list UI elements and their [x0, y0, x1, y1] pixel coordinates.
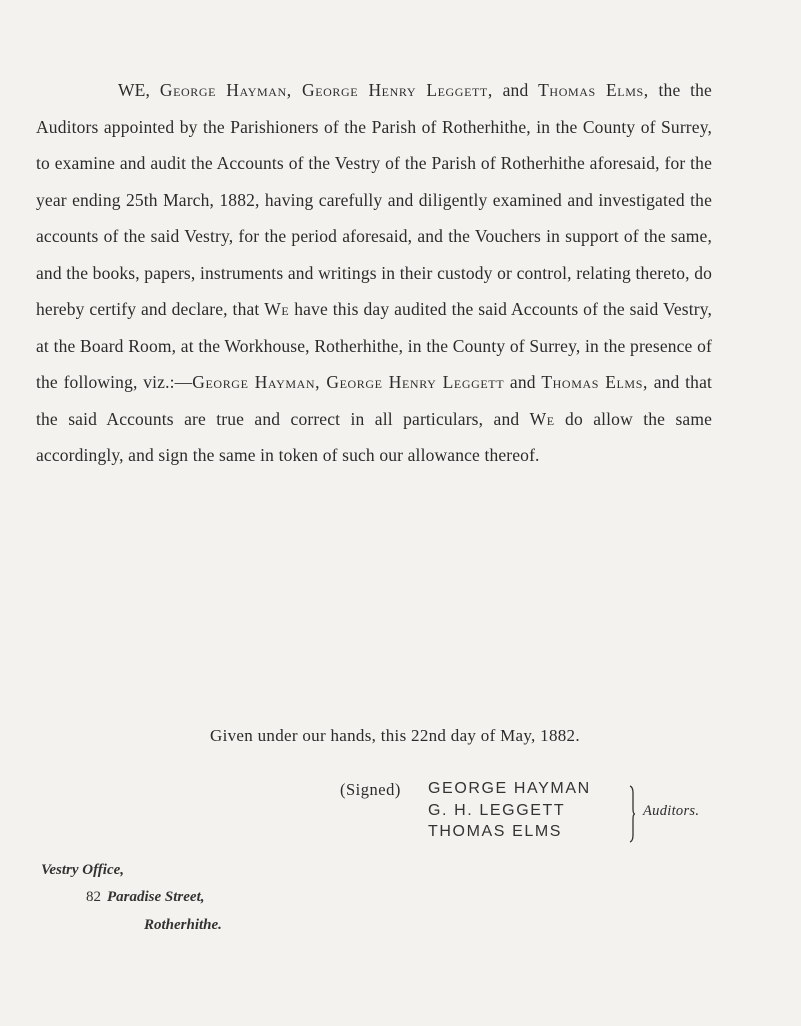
signature-name: THOMAS ELMS	[428, 823, 563, 840]
auditor-names: Thomas Elms,	[541, 372, 648, 392]
signature-names	[428, 778, 591, 843]
signature-name: G. H. LEGGETT	[428, 801, 566, 819]
text-segment: do allow the same accordingly, and sign the same in token of such our allowance thereof.	[36, 408, 712, 465]
address-office: Vestry Office,	[41, 862, 125, 878]
auditor-names: Thomas Elms,	[538, 80, 649, 100]
text-segment: and	[492, 80, 539, 100]
address-place: Rotherhithe.	[144, 917, 222, 933]
signed-label: (Signed)	[340, 780, 401, 799]
street-number: 82	[86, 889, 101, 905]
pronoun-we: We	[264, 299, 290, 319]
signature-block	[340, 775, 720, 845]
auditors-label: Auditors.	[643, 803, 700, 819]
auditor-names: George Hayman, George Henry Leggett	[192, 372, 505, 392]
auditor-names: George Hayman, George Henry Leggett,	[159, 80, 493, 100]
given-date-line: Given under our hands, this 22nd day of May, 1882.	[210, 726, 580, 745]
address-street-line	[86, 889, 205, 906]
text-segment: and that the said Accounts are true and correct in all particulars, and	[36, 372, 713, 429]
text-segment: the the Auditors appointed by the Parishioners of the Parish of Rotherhithe, in the County of Surrey, to examine and audit the Accounts of the Vestry of the Parish of Rotherhithe aforesaid, for the year ending 25th March, 1882, having carefully and diligently examined and investigated the accounts of the said Vestry, for the period aforesaid, and the Vouchers in support of the same, and the books, papers, instruments and writings in their custody or control, relating thereto, do hereby certify and declare, that	[36, 80, 712, 319]
text-segment: WE,	[118, 80, 160, 100]
text-segment: have this day audited the said Accounts of the said Vestry, at the Board Room, at the Workhouse, Rotherhithe, in the County of Surrey, in the presence of the following, viz.:—	[36, 299, 713, 392]
certificate-paragraph	[36, 72, 712, 474]
street-name: Paradise Street,	[107, 889, 205, 905]
signature-name: GEORGE HAYMAN	[428, 780, 591, 797]
text-segment: and	[504, 372, 542, 392]
right-brace-icon	[629, 785, 635, 843]
pronoun-we: We	[529, 408, 555, 429]
